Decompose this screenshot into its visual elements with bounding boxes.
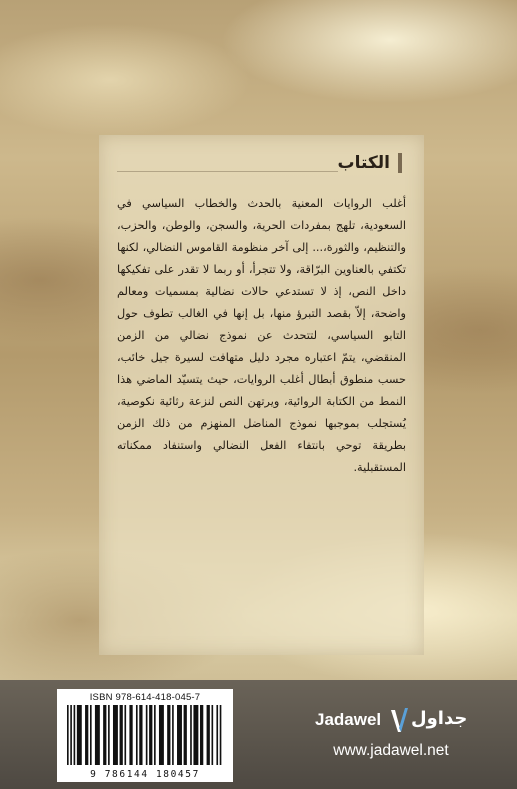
barcode-bar [190,705,192,765]
book-description-text: أغلب الروايات المعنية بالحدث والخطاب السياسي في السعودية، تلهج بمفردات الحرية، والسجن، والوطن، والحزب، والتنظيم، والثورة،... إلى آخر منظومة القاموس النضالي، لكنها تكتفي بالعناوين البرّاقة، ولا تتجرأ، أو ربما لا تقدر على تفكيكها داخل النص، إذ لا تستدعي حالات نضالية بمسميات ومعالم واضحة، إلاّ بقصد التبرؤ منها، بل إنها في الغالب تطوف حول التابو السياسي، لتتحدث عن نموذج نضالي من الزمن المنقضي، يتمّ اعتباره مجرد دليل متهافت لسيرة جيل خائب، حسب منطوق أبطال أغلب الروايات، حيث يتسيّد الماضي هذا النمط من الكتابة الروائية، ويرتهن النص لنزعة رثائية نكوصية، يُستجلب بموجبها نموذج المناضل المنهزم من ذلك الزمن بطريقة توحي بانتفاء الفعل النضالي واستنفاد ممكناته المستقبلية. [117,197,406,474]
barcode-bar [103,705,106,765]
barcode-bar [124,705,126,765]
barcode-bar [139,705,142,765]
barcode-bar [154,705,156,765]
barcode-image [67,705,223,765]
barcode-bar [220,705,222,765]
heading-divider [117,171,338,172]
barcode-bar [108,705,110,765]
barcode-bar [159,705,164,765]
barcode-bar [77,705,82,765]
barcode-bar [136,705,138,765]
isbn-barcode-block [57,689,233,782]
barcode-bar [149,705,152,765]
publisher-name-arabic: جداول [411,708,468,729]
barcode-bar [212,705,214,765]
barcode-bar [177,705,182,765]
barcode-bar [90,705,92,765]
barcode-bar [193,705,198,765]
barcode-bar [167,705,170,765]
barcode-bar [129,705,132,765]
barcode-bar [70,705,72,765]
barcode-bar [184,705,187,765]
publisher-mark-icon [389,706,409,736]
barcode-bar [172,705,174,765]
barcode-bar [74,705,76,765]
barcode-bar [67,705,69,765]
barcode-bar [207,705,210,765]
barcode-bar [85,705,88,765]
barcode-bar [216,705,218,765]
barcode-bar [113,705,118,765]
barcode-bar [120,705,123,765]
barcode-bar [146,705,148,765]
barcode-bar [200,705,203,765]
book-description-panel [99,135,424,655]
barcode-bar [95,705,100,765]
publisher-logo [315,706,468,738]
barcode-digits: 9 786144 180457 [90,769,200,780]
publisher-website: www.jadawel.net [333,742,449,759]
isbn-label: ISBN 978-614-418-045-7 [89,692,201,703]
publisher-name-latin: Jadawel [315,710,382,729]
panel-heading: الكتاب [337,153,402,173]
